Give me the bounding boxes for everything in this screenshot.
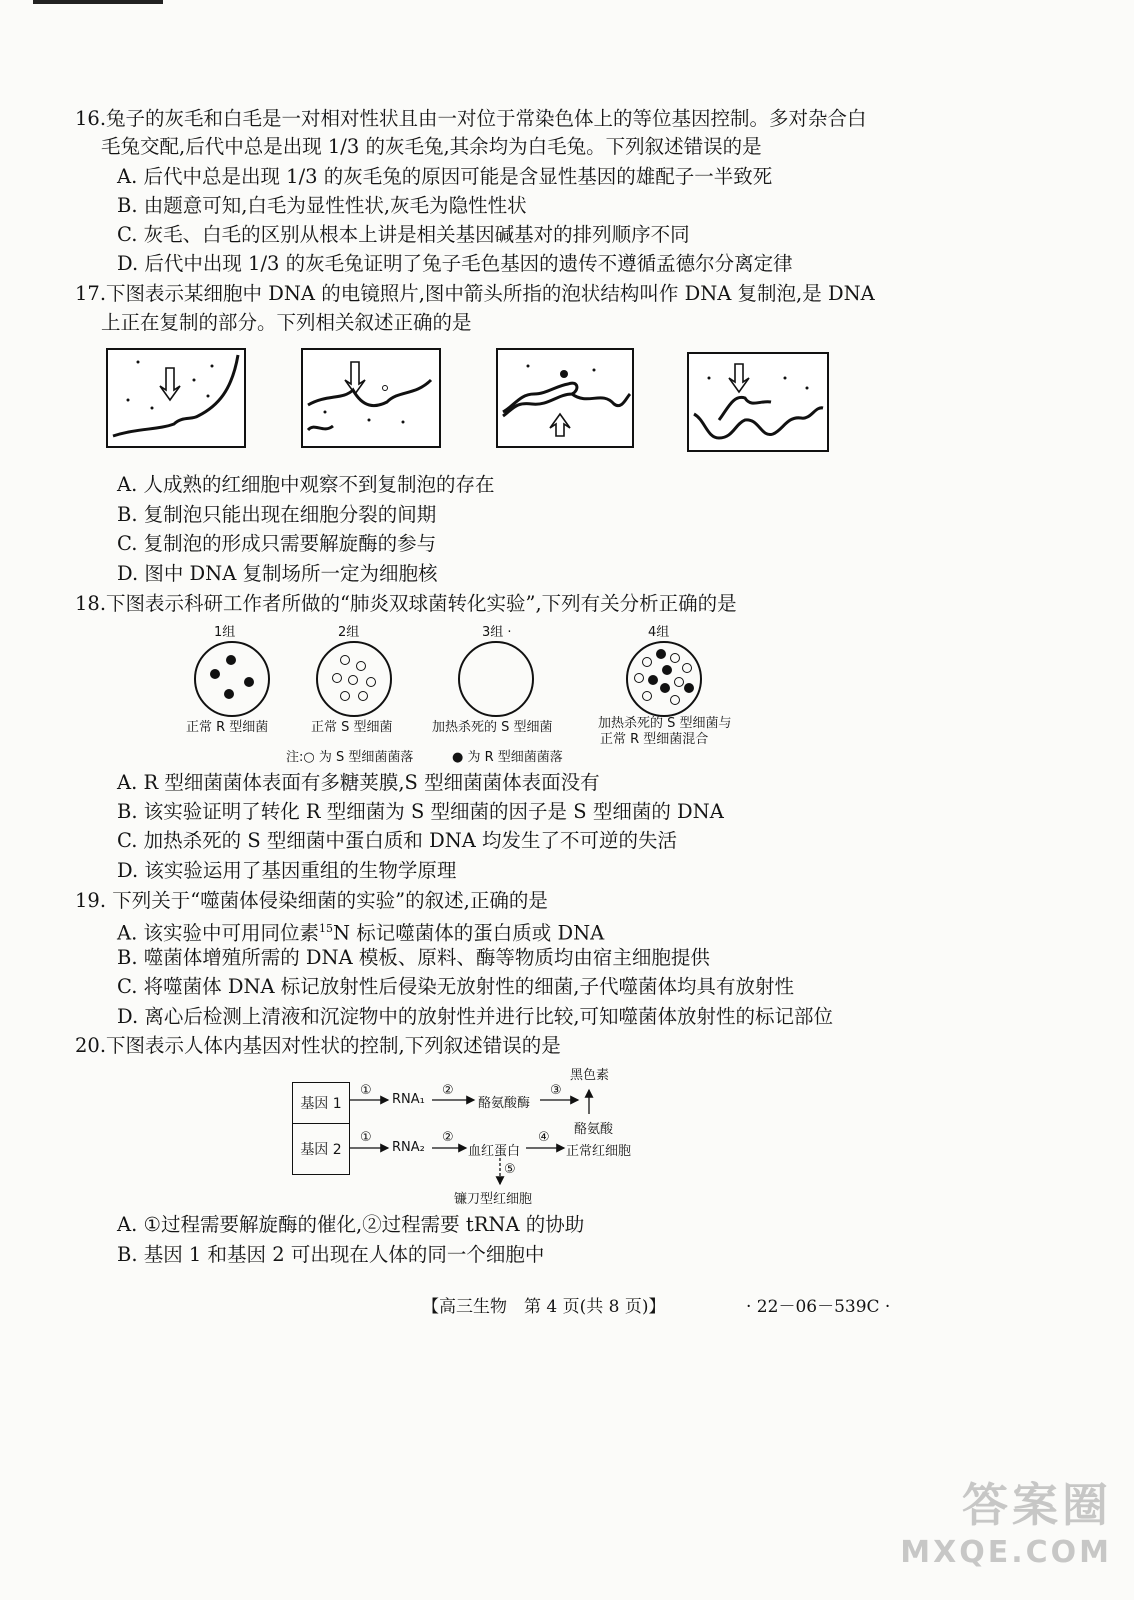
legend-s-colony: 注:○ 为 S 型细菌菌落 [286, 750, 414, 765]
isotope-mass-number: 15 [318, 922, 333, 935]
q17-stem-line2: 上正在复制的部分。下列相关叙述正确的是 [101, 311, 472, 334]
sickle-rbc-label: 镰刀型红细胞 [454, 1192, 533, 1207]
normal-rbc-label: 正常红细胞 [566, 1144, 632, 1159]
q16-option-b: B. 由题意可知,白毛为显性性状,灰毛为隐性性状 [117, 194, 527, 217]
q19-option-c: C. 将噬菌体 DNA 标记放射性后侵染无放射性的细菌,子代噬菌体均具有放射性 [117, 975, 794, 998]
q16-stem-line2: 毛兔交配,后代中总是出现 1/3 的灰毛兔,其余均为白毛兔。下列叙述错误的是 [101, 135, 762, 158]
step-4-label: ④ [538, 1130, 550, 1145]
q18-stem: 18.下图表示科研工作者所做的“肺炎双球菌转化实验”,下列有关分析正确的是 [75, 592, 737, 615]
q17-option-a: A. 人成熟的红细胞中观察不到复制泡的存在 [117, 473, 495, 496]
step-3-label: ③ [550, 1083, 562, 1098]
q17-stem-line1: 17.下图表示某细胞中 DNA 的电镜照片,图中箭头所指的泡状结构叫作 DNA 复制泡,是 DNA [75, 282, 875, 305]
legend-r-colony: ● 为 R 型细菌菌落 [452, 750, 563, 765]
watermark-logo [900, 1469, 1112, 1570]
q17-option-c: C. 复制泡的形成只需要解旋酶的参与 [117, 532, 437, 555]
q20-option-a: A. ①过程需要解旋酶的催化,②过程需要 tRNA 的协助 [117, 1213, 585, 1236]
q20-stem: 20.下图表示人体内基因对性状的控制,下列叙述错误的是 [75, 1034, 561, 1057]
tyrosine-label: 酪氨酸 [574, 1122, 614, 1137]
q16-option-a: A. 后代中总是出现 1/3 的灰毛兔的原因可能是含显性基因的雄配子一半致死 [117, 165, 773, 188]
melanin-label: 黑色素 [570, 1068, 610, 1083]
q19-stem: 19. 下列关于“噬菌体侵染细菌的实验”的叙述,正确的是 [75, 889, 548, 912]
watermark-url: MXQE.COM [900, 1535, 1112, 1570]
rna2-label: RNA₂ [392, 1140, 425, 1155]
tyrosinase-label: 酪氨酸酶 [478, 1096, 531, 1111]
q19-option-b: B. 噬菌体增殖所需的 DNA 模板、原料、酶等物质均由宿主细胞提供 [117, 946, 710, 969]
watermark-title: 答案圈 [962, 1478, 1112, 1532]
step-2-label: ② [442, 1083, 454, 1098]
group-4-caption: 加热杀死的 S 型细菌与 [598, 716, 732, 731]
rna1-label: RNA₁ [392, 1092, 425, 1107]
step-5-label: ⑤ [504, 1162, 516, 1177]
step-2-label-gene2: ② [442, 1130, 454, 1145]
q19-option-d: D. 离心后检测上清液和沉淀物中的放射性并进行比较,可知噬菌体放射性的标记部位 [117, 1005, 834, 1028]
q18-option-d: D. 该实验运用了基因重组的生物学原理 [117, 859, 457, 882]
gene-1-box: 基因 1 [292, 1082, 350, 1124]
step-1-label-gene2: ① [360, 1130, 372, 1145]
group-3-caption: 加热杀死的 S 型细菌 [432, 720, 553, 735]
hemoglobin-label: 血红蛋白 [468, 1144, 521, 1159]
q17-option-d: D. 图中 DNA 复制场所一定为细胞核 [117, 562, 438, 585]
group-4-label: 4组 [648, 625, 670, 640]
group-1-label: 1组 [214, 625, 236, 640]
exam-code: · 22－06－539C · [746, 1297, 891, 1317]
q18-option-c: C. 加热杀死的 S 型细菌中蛋白质和 DNA 均发生了不可逆的失活 [117, 829, 678, 852]
q16-option-d: D. 后代中出现 1/3 的灰毛兔证明了兔子毛色基因的遗传不遵循孟德尔分离定律 [117, 252, 793, 275]
group-1-caption: 正常 R 型细菌 [186, 720, 269, 735]
step-1-label: ① [360, 1083, 372, 1098]
q16-option-c: C. 灰毛、白毛的区别从根本上讲是相关基因碱基对的排列顺序不同 [117, 223, 690, 246]
group-4-caption-line2: 正常 R 型细菌混合 [600, 732, 709, 747]
q16-stem-line1: 16.兔子的灰毛和白毛是一对相对性状且由一对位于常染色体上的等位基因控制。多对杂合白 [75, 107, 867, 130]
q20-option-b: B. 基因 1 和基因 2 可出现在人体的同一个细胞中 [117, 1243, 545, 1266]
group-2-caption: 正常 S 型细菌 [311, 720, 393, 735]
group-2-label: 2组 [338, 625, 360, 640]
gene-2-box: 基因 2 [292, 1123, 350, 1175]
q19-option-a-text-2: N 标记噬菌体的蛋白质或 DNA [332, 921, 605, 945]
group-3-label: 3组 · [482, 625, 512, 640]
page-footer: 【高三生物 第 4 页(共 8 页)】 [422, 1297, 666, 1317]
q17-option-b: B. 复制泡只能出现在细胞分裂的间期 [117, 503, 437, 526]
q18-option-a: A. R 型细菌菌体表面有多糖荚膜,S 型细菌菌体表面没有 [117, 771, 600, 794]
q18-option-b: B. 该实验证明了转化 R 型细菌为 S 型细菌的因子是 S 型细菌的 DNA [117, 800, 724, 823]
q19-option-a-text: A. 该实验中可用同位素 [117, 921, 319, 945]
